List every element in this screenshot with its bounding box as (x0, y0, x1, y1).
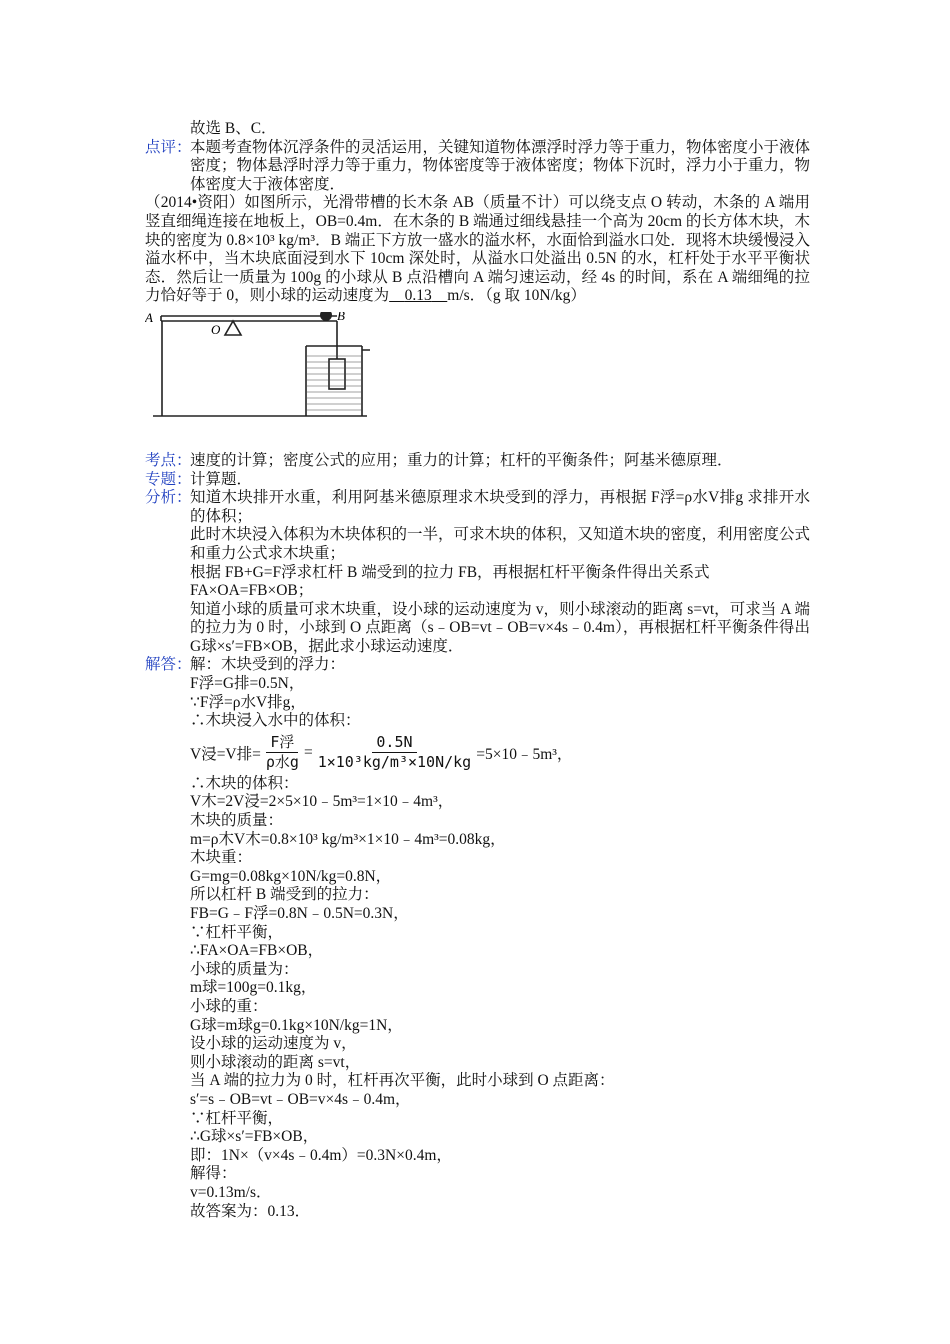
zhuanti-label: 专题： (145, 470, 192, 488)
fenxi-p4: FA×OA=FB×OB； (190, 582, 314, 600)
label-o: O (211, 321, 221, 337)
fenxi-p5: 知道小球的质量可求木块重，设小球的运动速度为 v，则小球滚动的距离 s=vt，可求当 A 端的拉力为 0 时，小球到 O 点距离（s﹣OB=vt﹣OB=v×4s﹣0.4m），再根据杠杆平衡条件得出 G球×s′=FB×OB，据此求小球运动速度． (190, 600, 810, 655)
jieda-line: 所以杠杆 B 端受到的拉力： (190, 886, 379, 904)
kaodian-label: 考点： (145, 451, 192, 469)
jieda-line: 当 A 端的拉力为 0 时，杠杆再次平衡，此时小球到 O 点距离： (190, 1072, 615, 1090)
jieda-line: v=0.13m/s． (190, 1183, 272, 1201)
volume-equation (190, 731, 810, 775)
kaodian-block (145, 452, 810, 471)
eq-right: =5×10﹣5m³， (476, 745, 573, 763)
zhuanti-block (145, 471, 810, 490)
fenxi-content (190, 489, 810, 656)
frac1-num: F浮 (266, 733, 298, 753)
jieda-line: FB=G﹣F浮=0.8N﹣0.5N=0.3N， (190, 905, 409, 922)
comment-text: 本题考查物体沉浮条件的灵活运用，关键知道物体漂浮时浮力等于重力，物体密度小于液体密度；物体悬浮时浮力等于重力，物体密度等于液体密度；物体下沉时，浮力小于重力，物体密度大于液体密度． (190, 138, 811, 193)
fenxi-p2: 此时木块浸入体积为木块体积的一半，可求木块的体积，又知道木块的密度，利用密度公式和重力公式求木块重； (190, 526, 811, 562)
jieda-label: 解答： (145, 656, 192, 674)
jieda-line: G球=m球g=0.1kg×10N/kg=1N， (190, 1016, 403, 1034)
fraction-buoyancy (262, 733, 303, 772)
fenxi-p1: 知道木块排开水重，利用阿基米德原理求木块受到的浮力，再根据 F浮=ρ水V排g 求排开水的体积； (190, 489, 810, 525)
jieda-line: ∵杠杆平衡， (190, 923, 284, 941)
jieda-line: 解：木块受到的浮力： (190, 656, 346, 674)
jieda-block (145, 656, 810, 1221)
jieda-line: ∴木块浸入水中的体积： (190, 712, 361, 730)
jieda-line: 设小球的运动速度为 v， (190, 1035, 357, 1053)
question-body: （2014•资阳）如图所示，光滑带槽的长木条 AB（质量不计）可以绕支点 O 转动，木条的 A 端用竖直细绳连接在地板上，OB=0.4m．在木条的 B 端通过细线悬挂一个高为 20cm 的长方体木块，木块的密度为 0.8×10³ kg/m³．B 端正下方放一盛水的溢水杯，水面恰到溢水口处．现将木块缓慢浸入溢水杯中，当木块底面浸到水下 10cm 深处时，从溢水口处溢出 0.5N 的水，杠杆处于水平平衡状态．然后让一质量为 100g 的小球从 B 点沿槽向 A 端匀速运动，经 4s 的时间，系在 A 端细绳的拉力恰好等于 0，则小球的运动速度为 (145, 194, 810, 305)
jieda-line: 小球的质量为： (190, 960, 299, 978)
jieda-line: ∵F浮=ρ水V排g， (190, 693, 306, 711)
document-page (145, 120, 810, 1221)
jieda-line: 即：1N×（v×4s﹣0.4m）=0.3N×0.4m， (190, 1146, 452, 1164)
jieda-line: 木块重： (190, 849, 253, 867)
comment-label: 点评： (145, 138, 192, 156)
zhuanti-text: 计算题． (190, 470, 253, 488)
question-answer: 0.13 (404, 287, 432, 305)
jieda-line: 木块的质量： (190, 812, 284, 830)
lever-figure (145, 312, 810, 424)
fenxi-label: 分析： (145, 489, 192, 507)
frac2-num: 0.5N (372, 733, 416, 753)
question-text (145, 194, 810, 306)
jieda-line: ∴G球×s′=FB×OB， (190, 1128, 319, 1146)
ball-icon (320, 312, 332, 321)
eq-left: V浸=V排= (190, 745, 261, 763)
comment-block (145, 139, 810, 195)
jieda-line: G=mg=0.08kg×10N/kg=0.8N， (190, 867, 392, 885)
jieda-line: 则小球滚动的距离 s=vt， (190, 1053, 361, 1071)
eq-mid: = (303, 743, 313, 761)
question-tail: m/s．（g 取 10N/kg） (447, 287, 586, 305)
question-answer-blank (389, 287, 447, 304)
kaodian-text: 速度的计算；密度公式的应用；重力的计算；杠杆的平衡条件；阿基米德原理． (190, 451, 733, 469)
lever-diagram (145, 312, 370, 424)
jieda-line: m球=100g=0.1kg， (190, 979, 317, 997)
fenxi-p3: 根据 FB+G=F浮求杠杆 B 端受到的拉力 FB，再根据杠杆平衡条件得出关系式 (190, 563, 710, 581)
jieda-line: ∵杠杆平衡， (190, 1109, 284, 1127)
label-b: B (337, 311, 345, 323)
previous-answer-line: 故选 B、C． (190, 120, 277, 137)
jieda-line: 小球的重： (190, 997, 268, 1015)
jieda-line: F浮=G排=0.5N， (190, 675, 305, 693)
jieda-line: m=ρ木V木=0.8×10³ kg/m³×1×10﹣4m³=0.08kg， (190, 830, 506, 848)
jieda-content (190, 656, 810, 1221)
jieda-line: V木=2V浸=2×5×10﹣5m³=1×10﹣4m³， (190, 793, 454, 811)
frac1-den: ρ水g (265, 753, 299, 772)
fenxi-block (145, 489, 810, 656)
jieda-line: 故答案为：0.13． (190, 1202, 311, 1220)
jieda-line: 解得： (190, 1165, 237, 1183)
jieda-line: ∴木块的体积： (190, 774, 299, 792)
jieda-line: s′=s﹣OB=vt﹣OB=v×4s﹣0.4m， (190, 1090, 411, 1108)
frac2-den: 1×10³kg/m³×10N/kg (317, 753, 472, 772)
jieda-line: ∴FA×OA=FB×OB， (190, 942, 324, 960)
fraction-values (314, 733, 476, 772)
label-a: A (145, 311, 153, 325)
